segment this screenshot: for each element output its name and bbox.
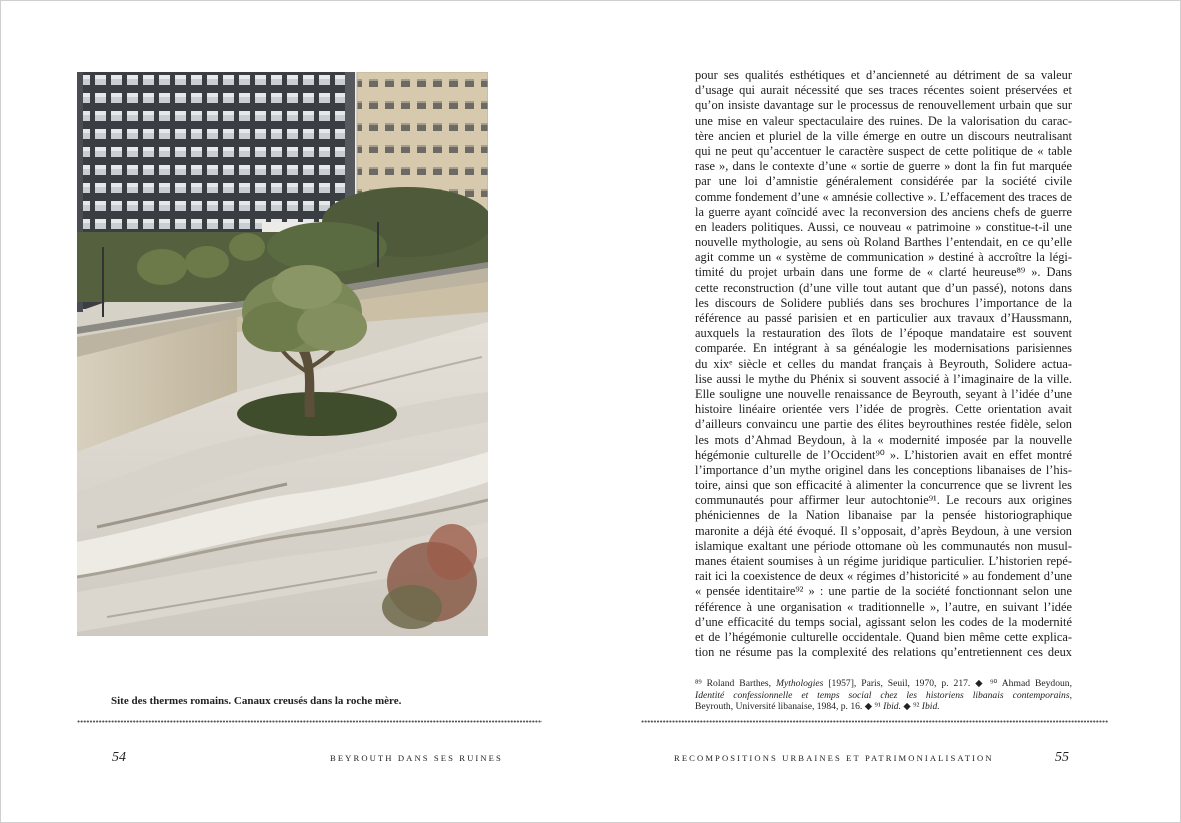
dotted-rule-right xyxy=(641,719,1108,724)
body-line: maronite a déjà été évoqué. Il s’opposait, d’après Beydoun, à une version xyxy=(695,523,1072,538)
thermes-photo xyxy=(77,72,488,636)
body-line: pour ses qualités esthétiques et d’ancienneté au détriment de sa valeur xyxy=(695,68,1072,82)
body-line: d’une efficacité du temps social, agissant selon les codes de la modernité xyxy=(695,614,1072,629)
body-line: nouvelle mythologie, au sens où Roland Barthes l’entendait, en ce qu’elle xyxy=(695,235,1072,250)
body-line: une mise en valeur spectaculaire des ruines. De la valorisation du carac- xyxy=(695,113,1072,128)
body-line: qu’on insiste davantage sur le processus de renouvellement urbain que sur xyxy=(695,98,1072,113)
dotted-rule-left xyxy=(77,719,542,724)
body-line: qui ne peut qu’accentuer le caractère suspect de cette politique de « table xyxy=(695,143,1072,158)
body-line: phéniciennes de la Nation libanaise par la pensée historiographique xyxy=(695,508,1072,523)
body-line: en leaders politiques. Aussi, ce nouveau « patrimoine » constitue-t-il une xyxy=(695,219,1072,234)
body-line: comparée. En intégrant à sa généalogie les modernisations parisiennes xyxy=(695,341,1072,356)
body-line: hégémonie culturelle de l’Occident⁹⁰ ». L’historien avait en effet montré xyxy=(695,447,1072,462)
body-line: comme fondement d’une « amnésie collective ». L’effacement des traces de xyxy=(695,189,1072,204)
body-line: et de l’hégémonie culturelle occidentale. Quand bien même cette explica- xyxy=(695,629,1072,644)
body-line: manes étaient soumises à un régime juridique particulier. L’historien repé- xyxy=(695,554,1072,568)
body-line: par une loi d’amnistie généralement considérée par la société civile xyxy=(695,174,1072,189)
body-line: lise aussi le mythe du Phénix si souvent associé à l’imaginaire de la ville. xyxy=(695,371,1072,386)
footnote-line-3: Beyrouth, Université libanaise, 1984, p. 16. ◆ ⁹¹ Ibid. ◆ ⁹² Ibid. xyxy=(695,701,940,713)
body-line: du xixᵉ siècle et celles du mandat français à Beyrouth, Solidere actua- xyxy=(695,356,1072,371)
body-line: Elle souligne une nouvelle renaissance de Beyrouth, seyant à l’idée d’une xyxy=(695,386,1072,401)
body-line: cette reconstruction (d’une ville tout autant que d’un passé), notons dans xyxy=(695,280,1072,295)
body-line: la guerre ayant coïncidé avec la reconversion des anciens chefs de guerre xyxy=(695,204,1072,219)
running-head-left: BEYROUTH DANS SES RUINES xyxy=(330,753,503,763)
body-line: d’ailleurs convaincu une partie des élites beyrouthines restée fidèle, selon xyxy=(695,417,1072,432)
body-line: les mots d’Ahmad Beydoun, à la « modernité imposée par la nouvelle xyxy=(695,432,1072,447)
body-line: auxquels la restauration des îlots de l’époque mandataire est souvent xyxy=(695,326,1072,341)
body-line: d’usage qui aurait nécessité que ses traces récentes soient préservées et xyxy=(695,83,1072,98)
folio-right: 55 xyxy=(1055,750,1069,765)
footnote-line-1: ⁸⁹ Roland Barthes, Mythologies [1957], Paris, Seuil, 1970, p. 217. ◆ ⁹⁰ Ahmad Beydoun, xyxy=(695,678,1072,689)
body-line: l’importance d’un mythe originel dans les conceptions libanaises de l’his- xyxy=(695,462,1072,477)
folio-left: 54 xyxy=(112,750,126,765)
photo-illustration xyxy=(77,72,488,636)
body-line: rait ici la coexistence de deux « régimes d’historicité » au fondement d’une xyxy=(695,569,1072,584)
body-line: les discours de Solidere publiés dans ses brochures l’importance de la xyxy=(695,295,1072,310)
photo-caption: Site des thermes romains. Canaux creusés dans la roche mère. xyxy=(111,695,402,707)
body-line: tion ne résume pas la complexité des relations qu’entretiennent ces deux xyxy=(695,645,1072,660)
body-line: « pensée identitaire⁹² » : une partie de la société fonctionnant selon une xyxy=(695,584,1072,599)
footnotes xyxy=(695,678,1072,713)
body-line: agit comme un « système de communication » destiné à accroître la légi- xyxy=(695,250,1072,265)
body-line: tère ancien et pluriel de la ville émerge en outre un discours neutralisant xyxy=(695,128,1072,143)
body-text xyxy=(695,68,1072,660)
body-line: timité du projet urbain dans une forme de « clarté heureuse⁸⁹ ». Dans xyxy=(695,265,1072,280)
body-line: communautés pour affirmer leur autochtonie⁹¹. Le recours aux origines xyxy=(695,493,1072,508)
body-line: toire, ainsi que son efficacité à alimenter la concurrence que se livrent les xyxy=(695,478,1072,493)
body-line: histoire linéaire orientée vers l’idée de progrès. Cette orientation avait xyxy=(695,402,1072,417)
body-line: référence au passé parisien et en particulier aux travaux d’Haussmann, xyxy=(695,311,1072,325)
body-line: rase », dans le contexte d’une « sortie de guerre » dont la fin fut marquée xyxy=(695,159,1072,174)
body-line: islamique exaltant une période ottomane où les communautés non musul- xyxy=(695,538,1072,553)
running-head-right: RECOMPOSITIONS URBAINES ET PATRIMONIALISATION xyxy=(674,753,994,763)
footnote-line-2: Identité confessionnelle et temps social chez les historiens libanais contemporains, xyxy=(695,689,1072,701)
body-line: référence à une organisation « traditionnelle », l’autre, en suivant l’idée xyxy=(695,599,1072,614)
